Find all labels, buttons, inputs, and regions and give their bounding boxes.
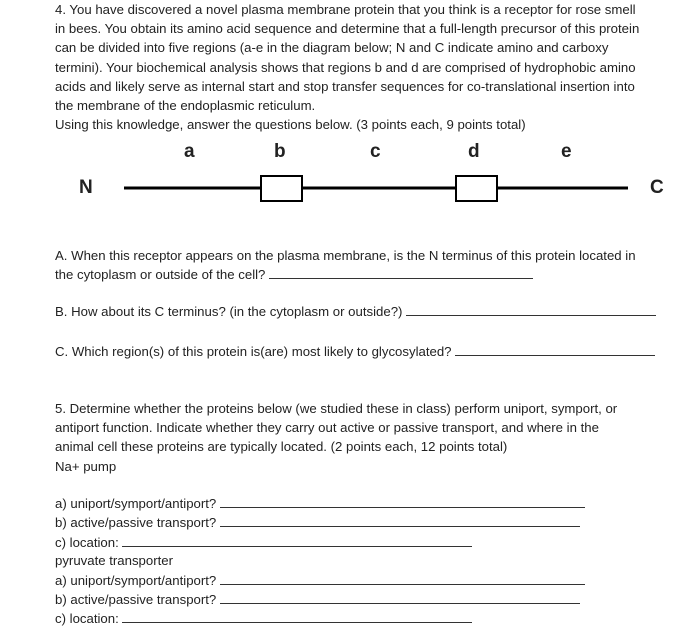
na-pump-item-b (55, 514, 580, 530)
item-label: a) uniport/symport/antiport? (55, 496, 217, 511)
q4-intro-line: acids and likely serve as internal start and stop transfer sequences for co-translational insertion into (55, 78, 635, 94)
answer-blank-a[interactable] (269, 266, 533, 279)
question-c-text: C. Which region(s) of this protein is(are) most likely to glycosylated? (55, 344, 452, 359)
q5-intro-line: animal cell these proteins are typically located. (2 points each, 12 points total) (55, 439, 508, 455)
answer-blank-na-c[interactable] (122, 534, 472, 547)
n-terminus-label: N (79, 177, 93, 198)
q4-intro-line: Using this knowledge, answer the questions below. (3 points each, 9 points total) (55, 117, 526, 133)
question-a-line (55, 265, 695, 284)
q5-intro-line: antiport function. Indicate whether they carry out active or passive transport, and where in the (55, 420, 599, 436)
pyruvate-item-a (55, 572, 585, 588)
q4-intro-line: the membrane of the endoplasmic reticulum. (55, 98, 316, 114)
item-label: c) location: (55, 535, 119, 550)
protein-name-pyruvate: pyruvate transporter (55, 553, 174, 568)
item-label: a) uniport/symport/antiport? (55, 573, 217, 588)
answer-blank-pyr-c[interactable] (122, 610, 472, 623)
answer-blank-pyr-a[interactable] (220, 572, 585, 585)
q4-intro-line: in bees. You obtain its amino acid sequence and determine that a full-length precursor of this protein (55, 21, 640, 37)
region-label-c: c (370, 141, 381, 162)
question-b-text: B. How about its C terminus? (in the cytoplasm or outside?) (55, 304, 403, 319)
q4-intro-line: termini). Your biochemical analysis shows that regions b and d are comprised of hydrophobic amino (55, 59, 636, 75)
region-d-box (456, 176, 497, 201)
answer-blank-na-b[interactable] (220, 514, 580, 527)
q4-intro-line: can be divided into five regions (a-e in the diagram below; N and C indicate amino and carboxy (55, 40, 609, 56)
answer-blank-na-a[interactable] (220, 495, 585, 508)
question-a (55, 246, 695, 284)
answer-blank-c[interactable] (455, 343, 655, 356)
region-label-a: a (184, 141, 195, 162)
region-b-box (261, 176, 302, 201)
protein-line-svg (0, 0, 700, 230)
pyruvate-item-b (55, 591, 580, 607)
c-terminus-label: C (650, 177, 664, 198)
item-label: b) active/passive transport? (55, 515, 217, 530)
na-pump-item-a (55, 495, 585, 511)
item-label: b) active/passive transport? (55, 592, 217, 607)
item-label: c) location: (55, 611, 119, 626)
question-c (55, 343, 655, 359)
q5-intro-line: 5. Determine whether the proteins below (we studied these in class) perform uniport, symport, or (55, 401, 618, 416)
question-a-line: A. When this receptor appears on the plasma membrane, is the N terminus of this protein located in (55, 248, 636, 263)
answer-blank-pyr-b[interactable] (220, 591, 580, 604)
protein-name-na-pump: Na+ pump (55, 458, 117, 474)
question-b (55, 303, 656, 319)
q5-intro (55, 399, 695, 476)
q4-intro-line: 4. You have discovered a novel plasma membrane protein that you think is a receptor for rose smell (55, 2, 636, 17)
answer-blank-b[interactable] (406, 303, 656, 316)
region-label-b: b (274, 141, 286, 162)
region-label-e: e (561, 141, 572, 162)
region-label-d: d (468, 141, 480, 162)
pyruvate-item-c (55, 610, 472, 626)
question-a-line: the cytoplasm or outside of the cell? (55, 267, 266, 283)
na-pump-item-c (55, 534, 472, 550)
